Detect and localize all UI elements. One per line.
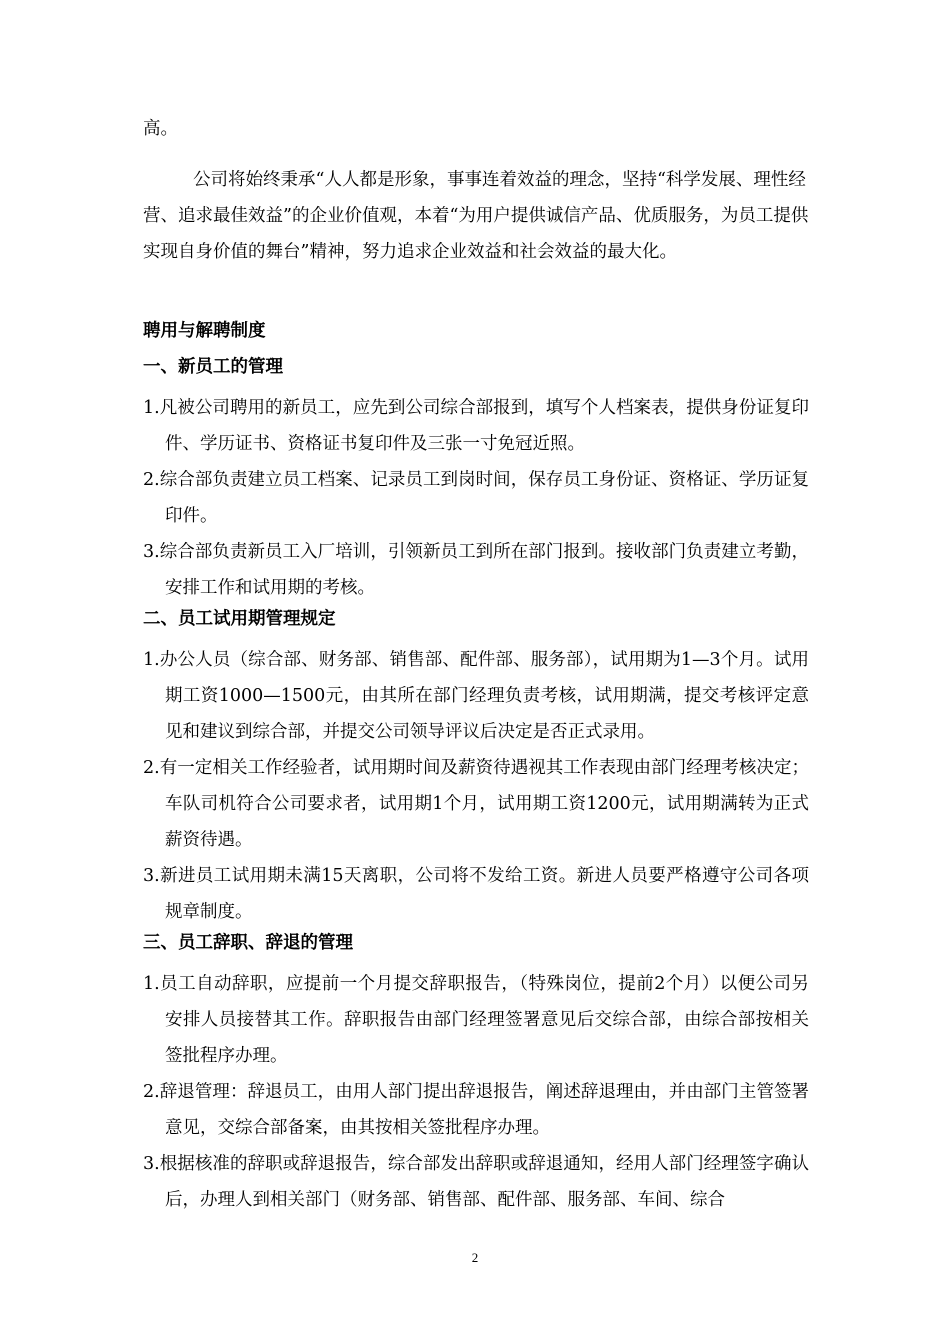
section-heading-3: 三、员工辞职、辞退的管理 [143, 933, 353, 953]
list-item: 3.综合部负责新员工入厂培训，引领新员工到所在部门报到。接收部门负责建立考勤，安排工作和试用期的考核。 [143, 542, 809, 598]
list-item: 3.新进员工试用期未满15天离职，公司将不发给工资。新进人员要严格遵守公司各项规章制度。 [143, 866, 809, 922]
continuation-text: 高。 [143, 119, 178, 139]
section-title: 聘用与解聘制度 [143, 321, 266, 341]
list-item: 3.根据核准的辞职或辞退报告，综合部发出辞职或辞退通知，经用人部门经理签字确认后，办理人到相关部门（财务部、销售部、配件部、服务部、车间、综合 [143, 1154, 809, 1210]
list-item: 2.辞退管理：辞退员工，由用人部门提出辞退报告，阐述辞退理由，并由部门主管签署意见，交综合部备案，由其按相关签批程序办理。 [143, 1082, 809, 1138]
list-item: 1.办公人员（综合部、财务部、销售部、配件部、服务部），试用期为1—3个月。试用期工资1000—1500元，由其所在部门经理负责考核，试用期满，提交考核评定意见和建议到综合部，并提交公司领导评议后决定是否正式录用。 [143, 650, 809, 742]
section-heading-2: 二、员工试用期管理规定 [143, 609, 336, 629]
list-item: 2.综合部负责建立员工档案、记录员工到岗时间，保存员工身份证、资格证、学历证复印件。 [143, 470, 809, 526]
list-item: 1.凡被公司聘用的新员工，应先到公司综合部报到，填写个人档案表，提供身份证复印件、学历证书、资格证书复印件及三张一寸免冠近照。 [143, 398, 809, 454]
intro-paragraph: 公司将始终秉承“人人都是形象，事事连着效益的理念，坚持“科学发展、理性经营、追求最佳效益”的企业价值观，本着“为用户提供诚信产品、优质服务，为员工提供实现自身价值的舞台”精神，努力追求企业效益和社会效益的最大化。 [143, 170, 809, 262]
document-page [143, 116, 809, 1218]
list-item: 1.员工自动辞职，应提前一个月提交辞职报告，（特殊岗位，提前2个月）以便公司另安排人员接替其工作。辞职报告由部门经理签署意见后交综合部，由综合部按相关签批程序办理。 [143, 974, 809, 1066]
list-item: 2.有一定相关工作经验者，试用期时间及薪资待遇视其工作表现由部门经理考核决定；车队司机符合公司要求者，试用期1个月，试用期工资1200元，试用期满转为正式薪资待遇。 [143, 758, 809, 850]
page-number: 2 [471, 1250, 479, 1265]
section-heading-1: 一、新员工的管理 [143, 357, 283, 377]
